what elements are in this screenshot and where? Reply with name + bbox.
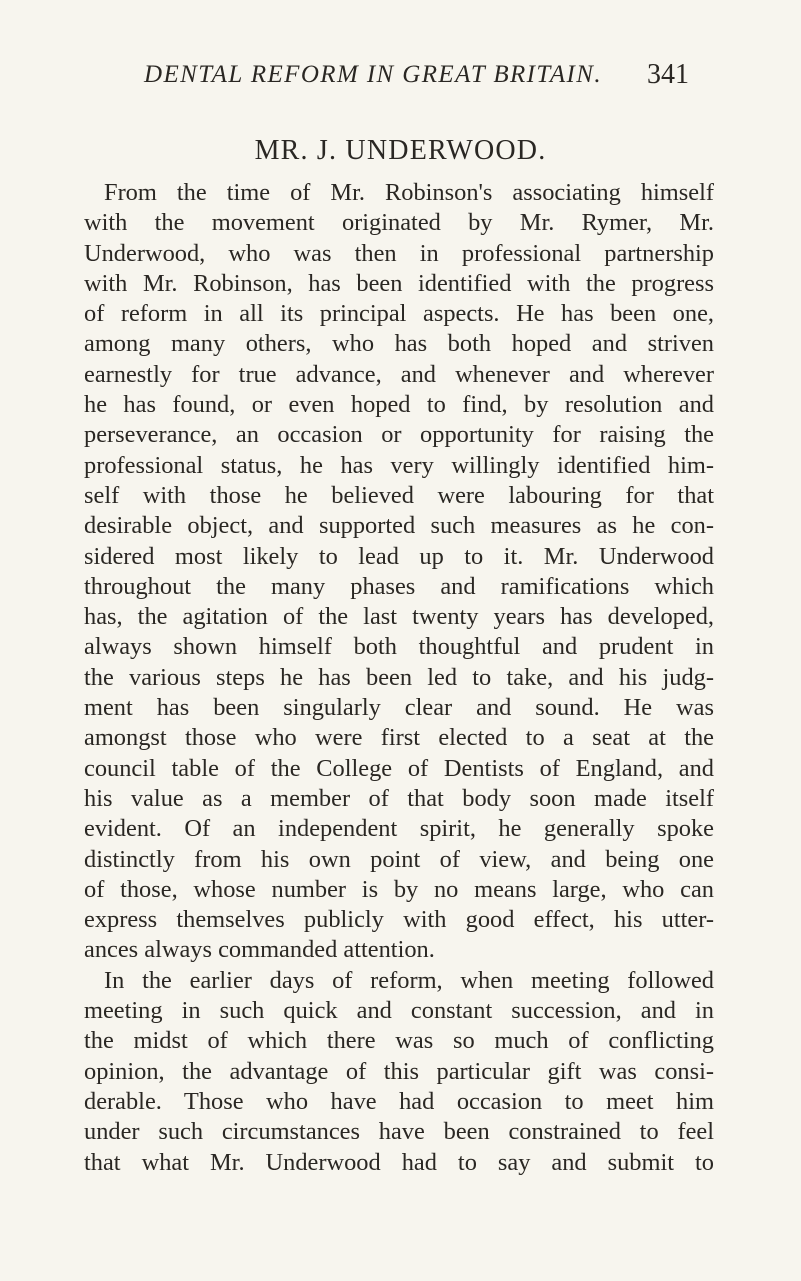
text-line: derable. Those who have had occasion to meet him <box>84 1087 714 1115</box>
text-line: of those, whose number is by no means large, who can <box>84 875 714 903</box>
text-line: self with those he believed were labouring for that <box>84 481 714 509</box>
text-line: amongst those who were first elected to a seat at the <box>84 724 714 752</box>
text-line: that what Mr. Underwood had to say and submit to <box>84 1148 714 1176</box>
text-line: desirable object, and supported such measures as he con- <box>84 512 714 540</box>
body-text <box>84 178 714 1178</box>
text-line: always shown himself both thoughtful and prudent in <box>84 633 714 661</box>
text-line: of reform in all its principal aspects. He has been one, <box>84 300 714 328</box>
text-line: has, the agitation of the last twenty years has developed, <box>84 603 714 631</box>
text-line: with the movement originated by Mr. Rymer, Mr. <box>84 209 714 237</box>
text-line: earnestly for true advance, and whenever and wherever <box>84 360 714 388</box>
text-line: perseverance, an occasion or opportunity for raising the <box>84 421 714 449</box>
text-line: ment has been singularly clear and sound. He was <box>84 694 714 722</box>
page-number: 341 <box>647 59 689 90</box>
text-line: sidered most likely to lead up to it. Mr. Underwood <box>84 542 714 570</box>
text-line: From the time of Mr. Robinson's associating himself <box>104 179 714 206</box>
running-head <box>0 58 801 98</box>
text-line: he has found, or even hoped to find, by resolution and <box>84 391 714 419</box>
text-line: throughout the many phases and ramifications which <box>84 572 714 600</box>
running-title: DENTAL REFORM IN GREAT BRITAIN. <box>144 61 602 88</box>
text-line: opinion, the advantage of this particular gift was consi- <box>84 1057 714 1085</box>
text-line: his value as a member of that body soon made itself <box>84 784 714 812</box>
text-line: In the earlier days of reform, when meeting followed <box>104 966 714 994</box>
text-line: ances always commanded attention. <box>84 936 435 964</box>
text-line: among many others, who has both hoped and striven <box>84 330 714 358</box>
text-line: meeting in such quick and constant succession, and in <box>84 997 714 1025</box>
text-line: evident. Of an independent spirit, he generally spoke <box>84 815 714 843</box>
paragraph <box>84 178 714 966</box>
text-line: express themselves publicly with good effect, his utter- <box>84 906 714 934</box>
text-line: the various steps he has been led to take, and his judg- <box>84 663 714 691</box>
section-title: MR. J. UNDERWOOD. <box>254 135 547 166</box>
text-line: professional status, he has very willingly identified him- <box>84 451 714 479</box>
text-line: council table of the College of Dentists of England, and <box>84 754 714 782</box>
text-line: the midst of which there was so much of conflicting <box>84 1027 714 1055</box>
text-line: under such circumstances have been constrained to feel <box>84 1118 714 1146</box>
text-line: with Mr. Robinson, has been identified with the progress <box>84 269 714 297</box>
text-line: distinctly from his own point of view, and being one <box>84 845 714 873</box>
text-line: Underwood, who was then in professional partnership <box>84 239 714 267</box>
paragraph <box>84 966 714 1178</box>
